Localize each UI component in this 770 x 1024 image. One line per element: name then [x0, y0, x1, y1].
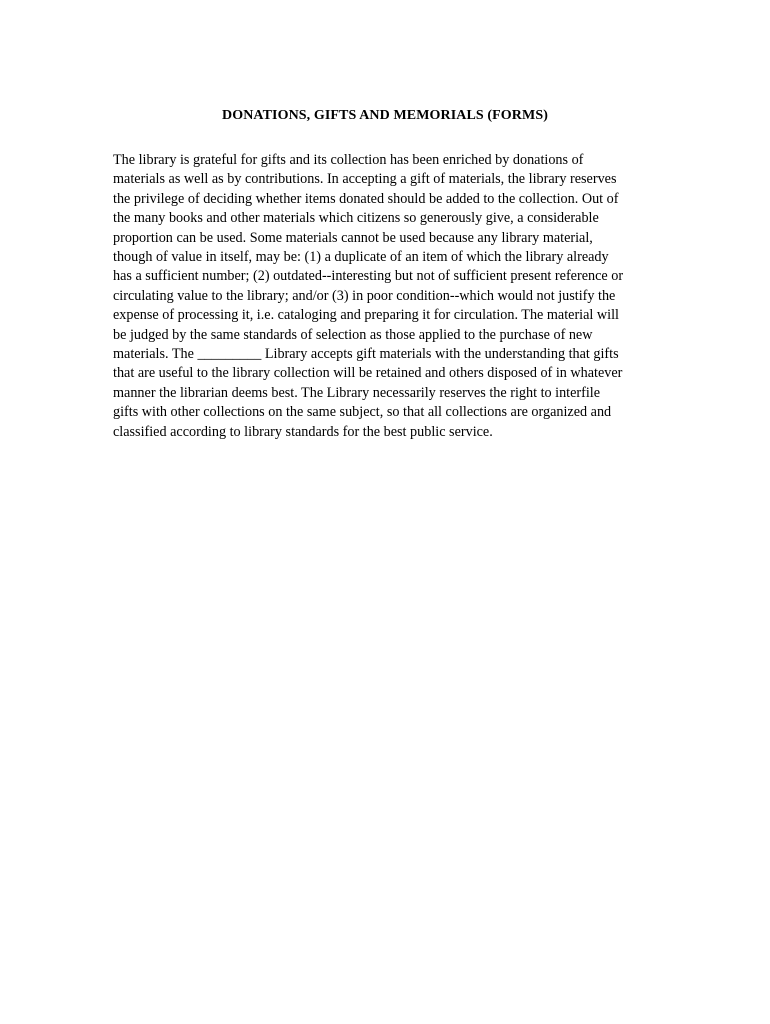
body-line: manner the librarian deems best. The Library necessarily reserves the right to interfile — [113, 384, 601, 401]
body-line: though of value in itself, may be: (1) a duplicate of an item of which the library already — [113, 249, 609, 266]
body-line: classified according to library standards for the best public service. — [113, 423, 493, 440]
document-title: DONATIONS, GIFTS AND MEMORIALS (FORMS) — [222, 108, 548, 123]
body-line: the privilege of deciding whether items donated should be added to the collection. Out of — [113, 190, 619, 207]
body-line: circulating value to the library; and/or (3) in poor condition--which would not justify the — [113, 287, 616, 304]
body-line: materials as well as by contributions. In accepting a gift of materials, the library reserves — [113, 171, 617, 188]
body-line: has a sufficient number; (2) outdated--interesting but not of sufficient present reference or — [113, 268, 624, 285]
body-line: that are useful to the library collection will be retained and others disposed of in whatever — [113, 365, 623, 382]
body-line: be judged by the same standards of selection as those applied to the purchase of new — [113, 326, 593, 343]
body-line: expense of processing it, i.e. cataloging and preparing it for circulation. The material will — [113, 307, 619, 324]
body-line: materials. The _________ Library accepts gift materials with the understanding that gifts — [113, 346, 619, 363]
body-line: The library is grateful for gifts and its collection has been enriched by donations of — [113, 152, 584, 168]
body-line: proportion can be used. Some materials cannot be used because any library material, — [113, 229, 593, 246]
document-body — [113, 151, 673, 442]
body-line: gifts with other collections on the same subject, so that all collections are organized and — [113, 404, 612, 421]
body-line: the many books and other materials which citizens so generously give, a considerable — [113, 210, 599, 227]
